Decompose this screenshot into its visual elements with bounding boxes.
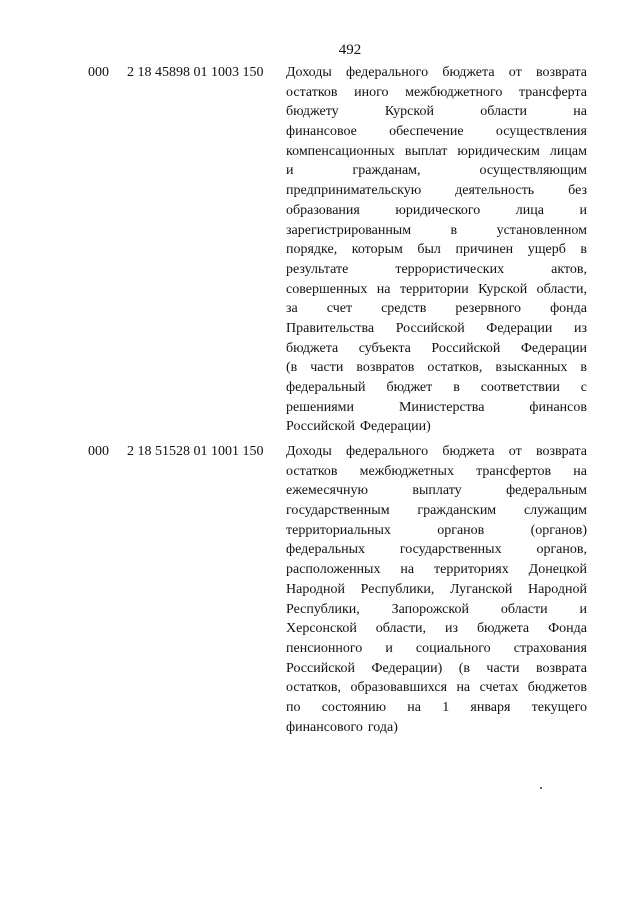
description-word: Российской bbox=[431, 340, 501, 356]
description-word: территории bbox=[399, 281, 469, 297]
description-word: возврата bbox=[535, 444, 587, 459]
description-line bbox=[286, 240, 587, 260]
description-line bbox=[286, 659, 587, 679]
description-word: от bbox=[508, 444, 522, 459]
description-word: результате bbox=[286, 261, 349, 277]
description-word: счет bbox=[326, 301, 353, 317]
description-word: межбюджетных bbox=[359, 463, 454, 479]
description-word: бюджета bbox=[286, 340, 339, 356]
description-word: от bbox=[508, 65, 522, 80]
description-word: и bbox=[286, 163, 294, 179]
description-line bbox=[286, 580, 587, 600]
description-word: Правительства bbox=[286, 320, 375, 336]
budget-classification-code: 2 18 51528 01 1001 150 bbox=[127, 444, 264, 459]
description-word: юридического bbox=[395, 202, 481, 218]
description-word: ежемесячную bbox=[286, 483, 368, 499]
description-word: лицам bbox=[549, 143, 587, 159]
description-word: Курской bbox=[478, 281, 528, 297]
description-word: состоянию bbox=[321, 699, 387, 715]
description-word: выплату bbox=[412, 483, 462, 499]
description-word: Республики, bbox=[286, 601, 360, 617]
description-word: года) bbox=[367, 719, 398, 735]
description-word: на bbox=[573, 104, 587, 120]
description-word: января bbox=[470, 699, 511, 715]
description-word: остатков bbox=[286, 463, 338, 479]
description-line bbox=[286, 83, 587, 103]
description-word: юридическим bbox=[457, 143, 540, 159]
description-word: гражданским bbox=[417, 503, 497, 519]
description-word: без bbox=[568, 183, 587, 199]
description-word: в bbox=[580, 360, 587, 376]
description-word: пенсионного bbox=[286, 640, 363, 656]
description-word: лица bbox=[515, 202, 544, 218]
description-word: причинен bbox=[455, 242, 514, 258]
description-line bbox=[286, 339, 587, 359]
description-word: установленном bbox=[496, 222, 587, 238]
description-word: 1 bbox=[442, 699, 450, 715]
description-word: Херсонской bbox=[286, 621, 357, 637]
description-line bbox=[286, 560, 587, 580]
description-word: Федерации) bbox=[360, 419, 431, 435]
description-word: на bbox=[456, 680, 471, 696]
description-word: резервного bbox=[455, 301, 522, 317]
description-word: текущего bbox=[531, 699, 587, 715]
description-word: расположенных bbox=[286, 562, 381, 578]
description-word: Министерства bbox=[398, 399, 485, 415]
description-word: Луганской bbox=[449, 581, 513, 597]
description-line bbox=[286, 600, 587, 620]
description-line bbox=[286, 260, 587, 280]
description-word: актов, bbox=[551, 261, 587, 277]
description-word: обеспечение bbox=[389, 124, 464, 140]
description-word: остатков, bbox=[427, 360, 483, 376]
description-word: фонда bbox=[550, 301, 587, 317]
description-word: федерального bbox=[346, 444, 429, 459]
description-word: и bbox=[579, 601, 587, 617]
description-word: террористических bbox=[395, 261, 505, 277]
admin-code: 000 bbox=[88, 65, 109, 80]
description-word: с bbox=[580, 380, 587, 395]
description-word: Российской bbox=[286, 419, 355, 435]
description-line bbox=[286, 63, 587, 83]
description-word: Донецкой bbox=[528, 562, 587, 578]
description-line bbox=[286, 398, 587, 418]
description-word: в bbox=[580, 242, 587, 258]
description-line bbox=[286, 462, 587, 482]
description-word: осуществления bbox=[495, 124, 587, 140]
description-line bbox=[286, 718, 587, 738]
description-word: возврата bbox=[535, 660, 587, 676]
description-word: на bbox=[407, 699, 421, 715]
description-line bbox=[286, 481, 587, 501]
description-word: деятельность bbox=[455, 183, 535, 199]
description-word: за bbox=[286, 301, 298, 317]
description-word: территориях bbox=[434, 562, 509, 578]
description-word: части bbox=[310, 360, 344, 376]
description-line bbox=[286, 280, 587, 300]
description-word: области, bbox=[536, 281, 587, 297]
description-word: решениями bbox=[286, 399, 354, 415]
entry-description bbox=[286, 63, 587, 437]
description-word: Доходы bbox=[286, 65, 332, 80]
description-word: межбюджетного bbox=[405, 84, 503, 100]
description-line bbox=[286, 122, 587, 142]
description-word: органов bbox=[437, 522, 485, 538]
description-word: Курской bbox=[384, 104, 434, 120]
description-word: трансферта bbox=[519, 84, 587, 100]
description-line bbox=[286, 142, 587, 162]
description-word: которым bbox=[351, 242, 403, 258]
description-word: бюджета bbox=[476, 621, 530, 637]
description-word: соответствии bbox=[480, 380, 560, 395]
description-word: компенсационных bbox=[286, 143, 395, 159]
description-word: субъекта bbox=[358, 340, 411, 356]
description-word: Народной bbox=[286, 581, 346, 597]
description-line bbox=[286, 417, 587, 437]
description-word: Фонда bbox=[548, 621, 587, 637]
description-word: был bbox=[417, 242, 441, 258]
description-word: и bbox=[385, 640, 393, 656]
description-word: бюджета bbox=[442, 65, 495, 80]
description-line bbox=[286, 678, 587, 698]
description-word: финансовое bbox=[286, 124, 357, 140]
description-word: социального bbox=[415, 640, 491, 656]
description-word: Российской bbox=[286, 660, 355, 676]
description-word: (в bbox=[458, 660, 470, 676]
scan-speck bbox=[540, 787, 542, 789]
description-word: служащим bbox=[523, 503, 587, 519]
description-word: в bbox=[453, 380, 460, 395]
description-word: совершенных bbox=[286, 281, 368, 297]
description-line bbox=[286, 521, 587, 541]
description-word: порядке, bbox=[286, 242, 338, 258]
description-word: иного bbox=[354, 84, 389, 100]
description-word: гражданам, bbox=[352, 163, 421, 179]
description-word: возврата bbox=[535, 65, 587, 80]
entry-description bbox=[286, 442, 587, 737]
description-word: государственным bbox=[286, 503, 390, 519]
description-word: (органов) bbox=[530, 522, 587, 538]
description-line bbox=[286, 378, 587, 398]
description-word: федеральным bbox=[506, 483, 587, 499]
description-word: и bbox=[579, 202, 587, 218]
description-line bbox=[286, 221, 587, 241]
admin-code: 000 bbox=[88, 444, 109, 459]
description-word: из bbox=[573, 320, 587, 336]
description-word: взысканных bbox=[495, 360, 568, 376]
description-line bbox=[286, 201, 587, 221]
description-word: Республики, bbox=[360, 581, 435, 597]
description-word: трансфертов bbox=[476, 463, 552, 479]
description-line bbox=[286, 442, 587, 462]
description-word: возвратов bbox=[356, 360, 415, 376]
description-word: Федерации bbox=[520, 340, 587, 356]
description-word: органов, bbox=[536, 542, 587, 558]
description-line bbox=[286, 501, 587, 521]
description-word: части bbox=[486, 660, 520, 676]
description-word: территориальных bbox=[286, 522, 391, 538]
description-word: предпринимательскую bbox=[286, 183, 422, 199]
description-word: Российской bbox=[395, 320, 465, 336]
description-line bbox=[286, 102, 587, 122]
description-word: зарегистрированным bbox=[286, 222, 412, 238]
description-word: образования bbox=[286, 202, 360, 218]
description-word: (в bbox=[286, 360, 298, 376]
description-line bbox=[286, 639, 587, 659]
description-line bbox=[286, 358, 587, 378]
description-word: остатков bbox=[286, 84, 338, 100]
page-number: 492 bbox=[338, 42, 362, 58]
description-line bbox=[286, 181, 587, 201]
description-line bbox=[286, 698, 587, 718]
description-word: Федерации bbox=[486, 320, 553, 336]
description-word: Доходы bbox=[286, 444, 332, 459]
description-word: ущерб bbox=[527, 242, 566, 258]
description-word: счетах bbox=[479, 680, 519, 696]
description-line bbox=[286, 319, 587, 339]
description-word: федеральных bbox=[286, 542, 366, 558]
description-word: выплат bbox=[404, 143, 448, 159]
description-word: финансов bbox=[529, 399, 587, 415]
description-word: в bbox=[450, 222, 458, 238]
description-word: федерального bbox=[346, 65, 429, 80]
description-word: остатков, bbox=[286, 680, 342, 696]
description-word: на bbox=[376, 281, 391, 297]
description-line bbox=[286, 619, 587, 639]
description-word: бюджетов bbox=[527, 680, 587, 696]
description-word: бюджета bbox=[442, 444, 495, 459]
description-word: области bbox=[480, 104, 528, 120]
description-word: средств bbox=[381, 301, 427, 317]
description-word: области bbox=[500, 601, 548, 617]
description-word: федеральный bbox=[286, 380, 366, 395]
budget-classification-code: 2 18 45898 01 1003 150 bbox=[127, 65, 264, 80]
description-word: финансового bbox=[286, 719, 363, 735]
description-word: государственных bbox=[399, 542, 502, 558]
description-word: страхования bbox=[513, 640, 587, 656]
description-word: Запорожской bbox=[391, 601, 469, 617]
description-word: бюджету bbox=[286, 104, 339, 120]
description-word: на bbox=[573, 463, 587, 479]
description-line bbox=[286, 161, 587, 181]
description-word: осуществляющим bbox=[479, 163, 587, 179]
description-line bbox=[286, 299, 587, 319]
description-word: Народной bbox=[527, 581, 587, 597]
description-word: по bbox=[286, 699, 301, 715]
description-word: Федерации) bbox=[371, 660, 443, 676]
description-word: бюджет bbox=[386, 380, 433, 395]
description-word: области, bbox=[375, 621, 427, 637]
description-line bbox=[286, 540, 587, 560]
description-word: образовавшихся bbox=[350, 680, 448, 696]
description-word: из bbox=[444, 621, 459, 637]
description-word: на bbox=[400, 562, 415, 578]
